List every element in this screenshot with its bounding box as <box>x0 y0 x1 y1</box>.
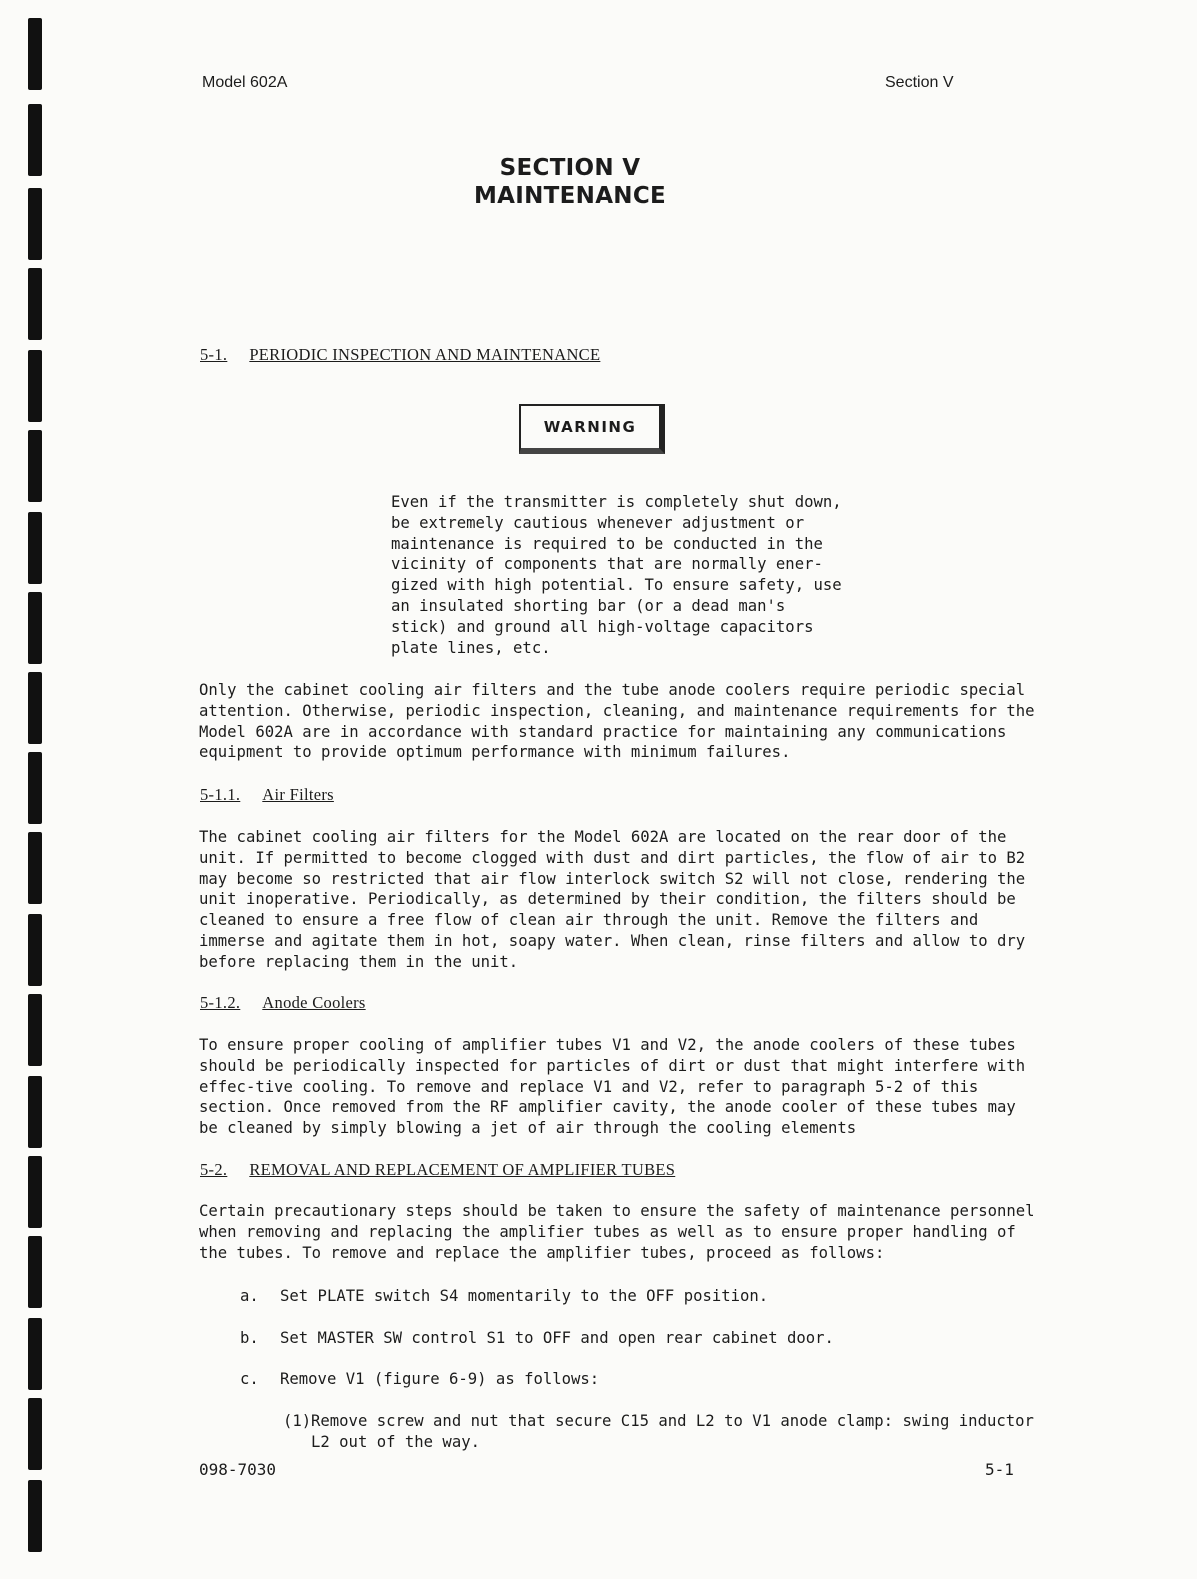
step-letter: c. <box>240 1370 259 1388</box>
section-title-line2: MAINTENANCE <box>473 183 667 209</box>
warning-text: Even if the transmitter is completely shut down, be extremely cautious whenever adjustment or maintenance is required to be conducted in the vicinity of components that are normally ener-gized with high potential. To ensure safety, use an insulated shorting bar (or a dead man's stick) and ground all high-voltage capacitors plate lines, etc. <box>391 493 842 657</box>
air-filters-paragraph: The cabinet cooling air filters for the Model 602A are located on the rear door of the unit. If permitted to become clogged with dust and dirt particles, the flow of air to B2 may become so restricted that air flow interlock switch S2 will not close, rendering the unit inoperative. Periodically, as determined by their condition, the filters should be cleaned to ensure a free flow of clean air through the unit. Remove the filters and immerse and agitate them in hot, soapy water. When clean, rinse filters and allow to dry before replacing them in the unit. <box>199 828 1026 971</box>
binding-hole <box>28 752 42 824</box>
heading-label: REMOVAL AND REPLACEMENT OF AMPLIFIER TUBES <box>249 1160 676 1179</box>
heading-label: PERIODIC INSPECTION AND MAINTENANCE <box>249 345 601 364</box>
binding-hole <box>28 914 42 986</box>
binding-hole <box>28 512 42 584</box>
heading-5-2 <box>200 1160 675 1180</box>
binding-hole <box>28 18 42 90</box>
substep-text: Remove screw and nut that secure C15 and L2 to V1 anode clamp: swing inductor L2 out of the way. <box>311 1412 1034 1451</box>
step-text: Set PLATE switch S4 momentarily to the OFF position. <box>280 1287 769 1305</box>
binding-hole <box>28 994 42 1066</box>
heading-5-1-1 <box>200 785 334 805</box>
heading-5-1 <box>200 345 600 365</box>
step-text: Remove V1 (figure 6-9) as follows: <box>280 1370 600 1388</box>
binding-hole <box>28 1236 42 1308</box>
binding-hole <box>28 1076 42 1148</box>
binding-hole <box>28 1156 42 1228</box>
heading-number: 5-1. <box>200 345 228 364</box>
warning-label: WARNING <box>543 418 637 436</box>
intro-paragraph: Only the cabinet cooling air filters and the tube anode coolers require periodic special attention. Otherwise, periodic inspection, cleaning, and maintenance requirements for the Model 602A are in accordance with standard practice for maintaining any communications equipment to provide optimum performance with minimum failures. <box>199 681 1035 762</box>
step-b <box>240 1328 834 1349</box>
step-letter: a. <box>240 1287 259 1305</box>
binding-hole <box>28 350 42 422</box>
binding-hole <box>28 592 42 664</box>
anode-coolers-paragraph: To ensure proper cooling of amplifier tubes V1 and V2, the anode coolers of these tubes should be periodically inspected for particles of dirt or dust that might interfere with effec-tive cooling. To remove and replace V1 and V2, refer to paragraph 5-2 of this section. Once removed from the RF amplifier cavity, the anode cooler of these tubes may be cleaned by simply blowing a jet of air through the cooling elements <box>199 1036 1026 1138</box>
binding-hole <box>28 672 42 744</box>
heading-label: Air Filters <box>262 785 334 804</box>
header-model: Model 602A <box>202 74 288 91</box>
binding-hole <box>28 1480 42 1552</box>
removal-intro-paragraph: Certain precautionary steps should be taken to ensure the safety of maintenance personnel when removing and replacing the amplifier tubes as well as to ensure proper handling of the tubes. To remove and replace the amplifier tubes, proceed as follows: <box>199 1202 1035 1262</box>
binding-hole <box>28 268 42 340</box>
heading-5-1-2 <box>200 993 366 1013</box>
binding-holes <box>28 0 44 1579</box>
heading-number: 5-2. <box>200 1160 228 1179</box>
warning-box <box>519 404 665 454</box>
step-a <box>240 1286 768 1307</box>
binding-hole <box>28 832 42 904</box>
substep-1 <box>283 1411 1043 1453</box>
step-letter: b. <box>240 1329 259 1347</box>
heading-number: 5-1.2. <box>200 993 241 1012</box>
footer-doc-number: 098-7030 <box>199 1460 277 1479</box>
binding-hole <box>28 1398 42 1470</box>
heading-number: 5-1.1. <box>200 785 241 804</box>
footer-page-number: 5-1 <box>985 1460 1014 1479</box>
step-c <box>240 1369 599 1390</box>
binding-hole <box>28 1318 42 1390</box>
header-section: Section V <box>885 74 954 91</box>
binding-hole <box>28 430 42 502</box>
substep-number: (1) <box>283 1412 312 1430</box>
heading-label: Anode Coolers <box>262 993 366 1012</box>
section-title-line1: SECTION V <box>499 155 641 181</box>
step-text: Set MASTER SW control S1 to OFF and open rear cabinet door. <box>280 1329 834 1347</box>
